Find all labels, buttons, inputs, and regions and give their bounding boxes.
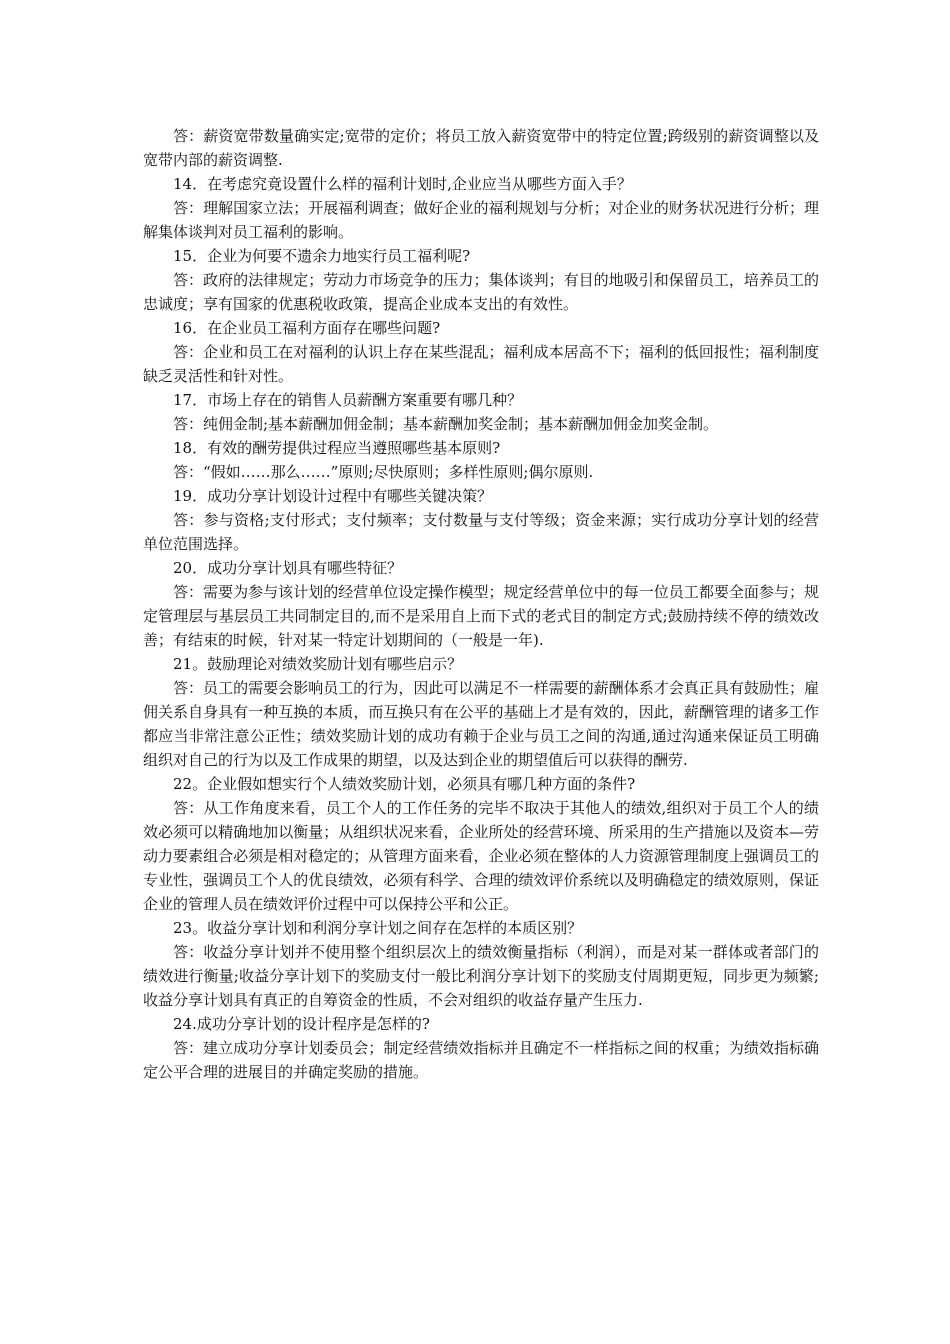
question-19: 19．成功分享计划设计过程中有哪些关键决策？ — [173, 487, 493, 505]
answer-15: 答：政府的法律规定；劳动力市场竞争的压力；集体谈判；有目的地吸引和保留员工，培养员工的忠诚度；享有国家的优惠税收政策，提高企业成本支出的有效性。 — [143, 271, 819, 313]
question-20: 20．成功分享计划具有哪些特征？ — [173, 559, 403, 577]
answer-16: 答：企业和员工在对福利的认识上存在某些混乱；福利成本居高不下；福利的低回报性；福利制度缺乏灵活性和针对性。 — [143, 343, 819, 385]
question-24: 24.成功分享计划的设计程序是怎样的? — [173, 1015, 430, 1033]
document-body — [143, 124, 819, 1084]
question-17: 17．市场上存在的销售人员薪酬方案重要有哪几种？ — [173, 391, 523, 409]
answer-13: 答：薪资宽带数量确实定;宽带的定价；将员工放入薪资宽带中的特定位置;跨级别的薪资调整以及宽带内部的薪资调整. — [143, 127, 819, 169]
question-14: 14．在考虑究竟设置什么样的福利计划时,企业应当从哪些方面入手？ — [173, 175, 632, 193]
answer-19: 答：参与资格;支付形式；支付频率；支付数量与支付等级；资金来源；实行成功分享计划的经营单位范围选择。 — [143, 511, 819, 553]
answer-22: 答：从工作角度来看，员工个人的工作任务的完毕不取决于其他人的绩效,组织对于员工个人的绩效必须可以精确地加以衡量；从组织状况来看，企业所处的经营环境、所采用的生产措施以及资本—劳动力要素组合必须是相对稳定的；从管理方面来看，企业必须在整体的人力资源管理制度上强调员工的专业性，强调员工个人的优良绩效，必须有科学、合理的绩效评价系统以及明确稳定的绩效原则，保证企业的管理人员在绩效评价过程中可以保持公平和公正。 — [143, 799, 819, 913]
answer-24: 答：建立成功分享计划委员会；制定经营绩效指标并且确定不一样指标之间的权重；为绩效指标确定公平合理的进展目的并确定奖励的措施。 — [143, 1039, 819, 1081]
answer-18: 答：“假如……那么……”原则;尽快原则；多样性原则;偶尔原则. — [173, 463, 594, 481]
question-16: 16．在企业员工福利方面存在哪些问题? — [173, 319, 441, 337]
question-22: 22。企业假如想实行个人绩效奖励计划，必须具有哪几种方面的条件? — [173, 775, 636, 793]
answer-17: 答：纯佣金制;基本薪酬加佣金制；基本薪酬加奖金制；基本薪酬加佣金加奖金制。 — [173, 415, 719, 433]
question-18: 18．有效的酬劳提供过程应当遵照哪些基本原则? — [173, 439, 501, 457]
answer-20: 答：需要为参与该计划的经营单位设定操作模型；规定经营单位中的每一位员工都要全面参与；规定管理层与基层员工共同制定目的,而不是采用自上而下式的老式目的制定方式;鼓励持续不停的绩效改善；有结束的时候，针对某一特定计划期间的（一般是一年). — [143, 583, 819, 649]
answer-21: 答：员工的需要会影响员工的行为，因此可以满足不一样需要的薪酬体系才会真正具有鼓励性；雇佣关系自身具有一种互换的本质，而互换只有在公平的基础上才是有效的，因此，薪酬管理的诸多工作都应当非常注意公正性；绩效奖励计划的成功有赖于企业与员工之间的沟通,通过沟通来保证员工明确组织对自己的行为以及工作成果的期望，以及达到企业的期望值后可以获得的酬劳. — [143, 679, 819, 769]
answer-23: 答：收益分享计划并不使用整个组织层次上的绩效衡量指标（利润），而是对某一群体或者部门的绩效进行衡量;收益分享计划下的奖励支付一般比利润分享计划下的奖励支付周期更短，同步更为频繁;收益分享计划具有真正的自筹资金的性质，不会对组织的收益存量产生压力. — [143, 943, 819, 1009]
question-21: 21。鼓励理论对绩效奖励计划有哪些启示？ — [173, 655, 463, 673]
answer-14: 答：理解国家立法；开展福利调查；做好企业的福利规划与分析；对企业的财务状况进行分析；理解集体谈判对员工福利的影响。 — [143, 199, 819, 241]
question-23: 23。收益分享计划和利润分享计划之间存在怎样的本质区别？ — [173, 919, 583, 937]
question-15: 15．企业为何要不遗余力地实行员工福利呢? — [173, 247, 471, 265]
